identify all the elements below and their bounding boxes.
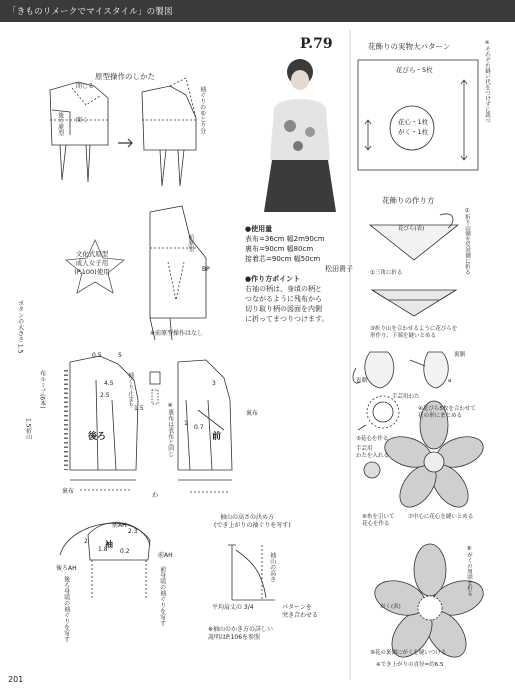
close-label: 閉じる xyxy=(76,83,95,90)
calyx-face-label: がく(表) xyxy=(380,604,401,610)
dim-label: 1.5 xyxy=(134,405,144,412)
dim-label: 0.7 xyxy=(194,424,204,431)
lining-note: ※裏布は表布と同じ xyxy=(166,402,174,457)
usage-line: 表布=36cm 幅2m90cm xyxy=(245,235,325,243)
dim-label: 0.2 xyxy=(120,548,130,555)
lining-label-2: 裏布 xyxy=(62,488,75,495)
front-ah-label-top: 前AH xyxy=(112,522,127,529)
tezuma-label: 手芸用わた xyxy=(392,394,420,400)
owner-name: 松田貴子 xyxy=(325,265,353,273)
average-formula: 平均肩丈の 3/4 xyxy=(212,604,254,611)
points-line: 切り取り柄の図面を内側 xyxy=(245,305,322,313)
front-base-label: 前原型 xyxy=(186,234,194,252)
step-1: ①三角に折る xyxy=(370,270,403,276)
dim-label: 0.5 xyxy=(92,352,102,359)
star-line-2: 成人女子用 xyxy=(75,259,109,267)
points-line: つながるように残布から xyxy=(245,295,322,303)
vertical-note: ※それぞれ縫い代をつけずに裁つ xyxy=(484,40,491,123)
step-4: ④花びら5枚を合わせて 花の形にまとめる xyxy=(418,406,476,419)
center-label: 花心・1枚 xyxy=(398,118,429,126)
loop-label: 布ループ(6本) xyxy=(38,370,46,409)
back-ah-label: 後ろAH xyxy=(56,565,77,572)
star-line-3: (P.100)使用 xyxy=(74,268,110,276)
cut-label: わ xyxy=(152,492,159,499)
dim-label: 3 xyxy=(212,380,216,387)
ura-label: 裏側 xyxy=(454,352,466,358)
front-label: 前 xyxy=(212,432,222,442)
points-title: ●作り方ポイント xyxy=(245,275,301,283)
usage-line: 裏布=90cm 幅80cm xyxy=(245,245,314,253)
front-note: ※前原型操作はなし xyxy=(150,330,204,337)
star-line-1: 文化式原型 xyxy=(75,250,109,258)
sleeve-label: 袖 xyxy=(105,540,113,549)
dim-label: 1.8 xyxy=(98,546,108,553)
step-2: ②折り山側を反対側に折る xyxy=(464,208,471,275)
step-5: ⑤花心を作る xyxy=(356,436,389,442)
pattern-fit-label: パターンを 突き合わせる xyxy=(282,604,319,619)
step-8: ⑧がくの周囲を折る xyxy=(466,546,473,596)
calyx-label: がく・1枚 xyxy=(398,128,429,136)
lining-label: 裏布 xyxy=(246,410,259,417)
model-photo xyxy=(264,59,336,212)
armhole-ease-label: 袖ぐりのゆとり分 xyxy=(198,86,206,134)
points-line: 右袖の柄は、身頃の柄と xyxy=(245,285,322,293)
finish-note: ※でき上がりの直径=約6.5 xyxy=(376,662,444,668)
method-title: 花飾りの作り方 xyxy=(382,196,435,205)
star-badge-text xyxy=(56,250,128,277)
back-ah-note: 後ろ身頃の袖ぐりを写す xyxy=(62,576,70,642)
petal-face-label: 花びら(表) xyxy=(398,226,425,232)
button-label: ボタンの大きさ 1.5 xyxy=(16,300,24,354)
dim-label: 2.5 xyxy=(100,392,110,399)
open-label: 開く xyxy=(76,117,89,124)
dim-label: 2.3 xyxy=(128,528,138,535)
section-title: 原型操作のしかた xyxy=(95,72,155,81)
pattern-title: 花飾りの実物大パターン xyxy=(368,42,451,51)
page-reference: P.79 xyxy=(300,36,333,52)
a-label: a xyxy=(448,378,452,384)
step-7: ⑦中心に花心を縫いとめる xyxy=(408,514,474,520)
sleeve-method-sub: (でき上がりの袖ぐりを写す) xyxy=(214,522,291,529)
hem-label: 1.5折山 xyxy=(24,418,32,440)
sleeve-note: ※袖山のかき方の詳しい 説明はP.106を参照 xyxy=(208,626,274,641)
sleeve-method-title: 袖山の高さの決め方 xyxy=(220,514,275,521)
dim-label: 5 xyxy=(118,352,122,359)
step-3: ③折り山を合わせるように花びらを 形作り、下端を縫いとめる xyxy=(370,326,458,339)
armhole-stop-label: 袖ぐり止まり xyxy=(126,372,134,408)
step-6: ⑥糸を引いて 花心を作る xyxy=(362,514,395,527)
omote-label: 表側 xyxy=(356,378,368,384)
header-title: 「きものリメークでマイスタイル」の製図 xyxy=(8,7,173,17)
dim-label: 4.5 xyxy=(104,380,114,387)
usage-line: 接着芯=90cm 幅50cm xyxy=(245,255,321,263)
petal-label: 花びら・5枚 xyxy=(396,66,433,74)
dim-label: 1 xyxy=(184,420,188,427)
front-ah-label: 前AH xyxy=(158,552,173,559)
back-label: 後ろ xyxy=(88,432,107,442)
step-9: ⑨花の裏側にがくを縫いつける xyxy=(370,650,447,656)
dim-label: 2 xyxy=(84,538,88,545)
page-number: 201 xyxy=(8,675,24,684)
bp-label: BP xyxy=(202,266,210,273)
points-line: に折ってまつりつけます。 xyxy=(245,315,329,323)
tezuma-in-label: 手芸用 わたを入れる xyxy=(356,446,390,459)
back-base-label: 後ろ原型 xyxy=(56,112,64,136)
usage-title: ●使用量 xyxy=(245,225,273,233)
sleeve-peak-label: 袖山の高さ xyxy=(268,552,276,582)
front-ah-note: 前身頃の袖ぐりを写す xyxy=(158,566,166,626)
usage-block xyxy=(245,224,353,324)
